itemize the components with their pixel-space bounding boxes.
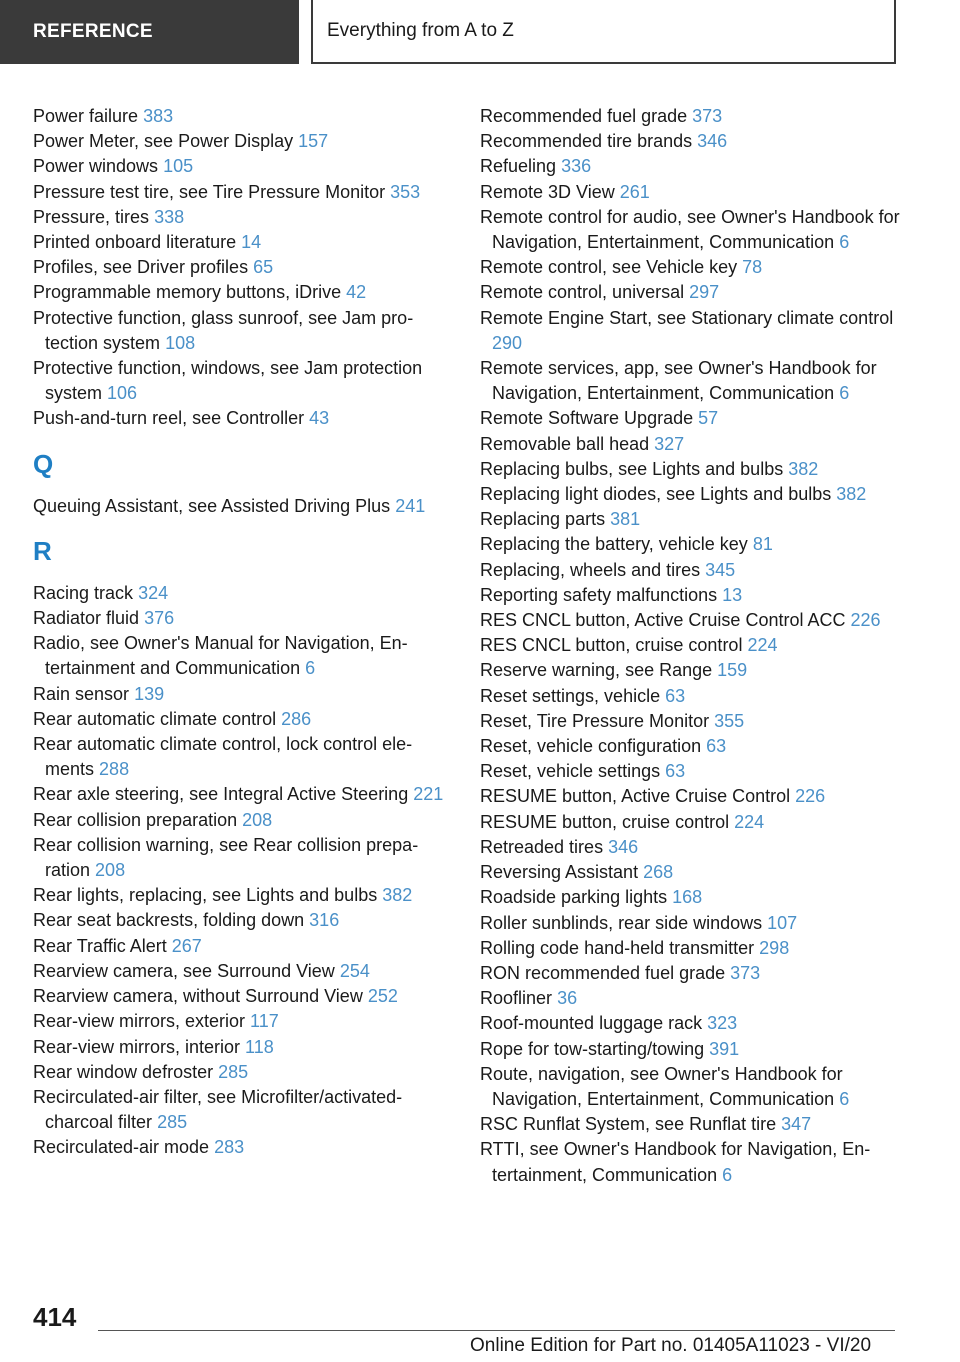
index-entry-text: Rearview camera, without Surround View bbox=[33, 986, 363, 1007]
index-entry-text: Racing track bbox=[33, 582, 134, 603]
index-entry bbox=[480, 104, 900, 129]
page-reference-link[interactable]: 288 bbox=[99, 759, 130, 780]
index-entry bbox=[480, 356, 900, 406]
page-reference-link[interactable]: 117 bbox=[250, 1011, 279, 1032]
page-reference-link[interactable]: 63 bbox=[665, 761, 686, 782]
page-reference-link[interactable]: 298 bbox=[759, 937, 790, 958]
index-entry bbox=[480, 658, 900, 683]
index-entry-text: Recirculated-air mode bbox=[33, 1137, 210, 1158]
index-entry bbox=[33, 581, 453, 606]
index-entry bbox=[480, 734, 900, 759]
index-entry bbox=[480, 306, 900, 356]
page-reference-link[interactable]: 267 bbox=[171, 935, 202, 956]
page-reference-link[interactable]: 139 bbox=[134, 683, 165, 704]
index-entry-text: Route, navigation, see Owner's Handbook for Navigation, Entertainment, Communication bbox=[480, 1063, 843, 1109]
index-entry-text: Pressure, tires bbox=[33, 206, 150, 227]
index-column-right bbox=[480, 104, 900, 1188]
chapter-title: Everything from A to Z bbox=[327, 20, 514, 41]
index-entry bbox=[33, 908, 453, 933]
index-entry bbox=[33, 1085, 453, 1135]
page-reference-link[interactable]: 353 bbox=[390, 181, 421, 202]
index-entry bbox=[33, 104, 453, 129]
index-entry-text: Remote 3D View bbox=[480, 181, 615, 202]
index-entry bbox=[33, 406, 453, 431]
page-reference-link[interactable]: 63 bbox=[665, 685, 686, 706]
index-entry bbox=[480, 280, 900, 305]
chapter-header bbox=[311, 0, 896, 64]
index-entry-text: Rope for tow-starting/towing bbox=[480, 1038, 705, 1059]
index-entry bbox=[480, 180, 900, 205]
index-entry bbox=[33, 129, 453, 154]
index-entry-text: Roadside parking lights bbox=[480, 887, 668, 908]
page-reference-link[interactable]: 383 bbox=[143, 106, 174, 126]
index-entry-text: Rear-view mirrors, exterior bbox=[33, 1011, 246, 1032]
index-entry-text: Rear-view mirrors, interior bbox=[33, 1036, 241, 1057]
index-entry bbox=[480, 936, 900, 961]
index-entry-text: Reset, vehicle configuration bbox=[480, 736, 702, 757]
index-entry-text: Roofliner bbox=[480, 988, 553, 1009]
index-entry bbox=[480, 810, 900, 835]
index-entry-text: RTTI, see Owner's Handbook for Navigation, Entertainment, Communication bbox=[480, 1139, 871, 1185]
index-entry-text: Rear automatic climate control bbox=[33, 708, 277, 729]
index-entry-text: Power failure bbox=[33, 106, 139, 126]
index-entry-text: Reset settings, vehicle bbox=[480, 685, 661, 706]
index-entry bbox=[33, 934, 453, 959]
index-entry-text: RON recommended fuel grade bbox=[480, 962, 726, 983]
page-reference-link[interactable]: 226 bbox=[850, 610, 881, 631]
index-entry-text: Programmable memory buttons, iDrive bbox=[33, 282, 342, 303]
index-entry bbox=[33, 732, 453, 782]
section-tab bbox=[0, 0, 299, 64]
index-entry-text: Roller sunblinds, rear side windows bbox=[480, 912, 763, 933]
index-entry-text: Protective function, windows, see Jam protection system bbox=[33, 358, 423, 404]
page-reference-link[interactable]: 57 bbox=[698, 408, 719, 429]
index-entry-text: Rear axle steering, see Integral Active Steering bbox=[33, 784, 409, 805]
page-reference-link[interactable]: 36 bbox=[557, 988, 578, 1009]
index-entry bbox=[33, 808, 453, 833]
page-reference-link[interactable]: 391 bbox=[709, 1038, 740, 1059]
index-entry bbox=[33, 180, 453, 205]
index-entry bbox=[480, 255, 900, 280]
page-reference-link[interactable]: 6 bbox=[839, 1088, 850, 1109]
index-entry bbox=[480, 961, 900, 986]
section-label: REFERENCE bbox=[33, 21, 153, 42]
index-letter-heading: R bbox=[33, 535, 52, 566]
index-entry-text: Reserve warning, see Range bbox=[480, 660, 713, 681]
page-reference-link[interactable]: 382 bbox=[382, 885, 413, 906]
index-entry bbox=[480, 507, 900, 532]
index-entry-text: Replacing the battery, vehicle key bbox=[480, 534, 748, 555]
index-entry-text: Rear collision preparation bbox=[33, 809, 238, 830]
footer-divider bbox=[98, 1330, 895, 1331]
page-reference-link[interactable]: 286 bbox=[281, 708, 312, 729]
index-entry-text: Printed onboard literature bbox=[33, 232, 237, 253]
index-entry bbox=[480, 1011, 900, 1036]
index-entry bbox=[33, 782, 453, 807]
page-reference-link[interactable]: 157 bbox=[298, 131, 329, 152]
page-reference-link[interactable]: 347 bbox=[781, 1114, 812, 1135]
index-entry bbox=[33, 280, 453, 305]
index-entry bbox=[480, 633, 900, 658]
index-entry bbox=[480, 885, 900, 910]
index-entry-text: Reset, Tire Pressure Monitor bbox=[480, 710, 710, 731]
index-entry-text: Radio, see Owner's Manual for Navigation, Entertainment and Communication bbox=[33, 633, 408, 679]
page-reference-link[interactable]: 224 bbox=[734, 811, 765, 832]
index-entry bbox=[480, 1137, 900, 1187]
index-entry-text: Recommended tire brands bbox=[480, 131, 693, 152]
index-entry bbox=[480, 684, 900, 709]
page-reference-link[interactable]: 376 bbox=[144, 608, 175, 629]
page-reference-link[interactable]: 336 bbox=[561, 156, 592, 177]
index-column-left bbox=[33, 104, 453, 1161]
page-reference-link[interactable]: 108 bbox=[165, 332, 196, 353]
page-reference-link[interactable]: 327 bbox=[654, 433, 685, 454]
index-entry bbox=[480, 205, 900, 255]
page-reference-link[interactable]: 346 bbox=[697, 131, 728, 152]
index-entry bbox=[33, 255, 453, 280]
index-entry bbox=[480, 709, 900, 734]
page-reference-link[interactable]: 324 bbox=[138, 582, 169, 603]
index-entry-text: RSC Runflat System, see Runflat tire bbox=[480, 1114, 777, 1135]
edition-note: Online Edition for Part no. 01405A11023 - VI/20 bbox=[470, 1335, 872, 1356]
page-number: 414 bbox=[33, 1302, 77, 1332]
index-entry-text: Remote Engine Start, see Stationary climate control bbox=[480, 307, 894, 328]
index-entry-text: Recirculated-air filter, see Microfilter/activated-charcoal filter bbox=[33, 1086, 403, 1133]
page-reference-link[interactable]: 241 bbox=[395, 495, 426, 516]
index-entry-text: Roof-mounted luggage rack bbox=[480, 1013, 703, 1034]
index-entry bbox=[33, 707, 453, 732]
page-reference-link[interactable]: 285 bbox=[157, 1112, 188, 1133]
index-entry bbox=[480, 911, 900, 936]
index-entry-text: Rear lights, replacing, see Lights and bulbs bbox=[33, 885, 378, 906]
page-reference-link[interactable]: 261 bbox=[619, 181, 650, 202]
page-reference-link[interactable]: 373 bbox=[692, 106, 723, 126]
index-entry bbox=[480, 457, 900, 482]
page-reference-link[interactable]: 226 bbox=[795, 786, 826, 807]
index-entry bbox=[33, 606, 453, 631]
page-reference-link[interactable]: 42 bbox=[346, 282, 367, 303]
index-entry-text: Rear collision warning, see Rear collision preparation bbox=[33, 834, 419, 881]
page-reference-link[interactable]: 118 bbox=[245, 1036, 274, 1057]
page-reference-link[interactable]: 345 bbox=[705, 559, 736, 580]
page-reference-link[interactable]: 316 bbox=[309, 910, 340, 931]
page-reference-link[interactable]: 65 bbox=[253, 257, 274, 278]
index-entry bbox=[480, 406, 900, 431]
index-entry-text: Power Meter, see Power Display bbox=[33, 131, 294, 152]
index-entry-text: Rain sensor bbox=[33, 683, 130, 704]
index-entry bbox=[480, 1112, 900, 1137]
index-entry-text: Power windows bbox=[33, 156, 159, 177]
index-entry bbox=[33, 154, 453, 179]
index-entry-text: Rear window defroster bbox=[33, 1061, 214, 1082]
index-entry-text: Radiator fluid bbox=[33, 608, 140, 629]
index-entry-text: Replacing bulbs, see Lights and bulbs bbox=[480, 458, 784, 479]
index-entry bbox=[33, 494, 453, 519]
index-entry bbox=[33, 682, 453, 707]
page-reference-link[interactable]: 221 bbox=[413, 784, 444, 805]
index-entry-text: RESUME button, Active Cruise Control bbox=[480, 786, 791, 807]
page-reference-link[interactable]: 252 bbox=[367, 986, 398, 1007]
index-entry-text: Profiles, see Driver profiles bbox=[33, 257, 249, 278]
page-reference-link[interactable]: 13 bbox=[722, 584, 743, 605]
index-entry-text: Rear Traffic Alert bbox=[33, 935, 167, 956]
index-entry-text: Recommended fuel grade bbox=[480, 106, 688, 126]
index-entry bbox=[33, 833, 453, 883]
index-entry bbox=[33, 1060, 453, 1085]
page-reference-link[interactable]: 297 bbox=[689, 282, 720, 303]
page-reference-link[interactable]: 106 bbox=[107, 383, 138, 404]
index-entry bbox=[480, 432, 900, 457]
page-reference-link[interactable]: 6 bbox=[722, 1164, 733, 1185]
index-entry bbox=[480, 558, 900, 583]
index-entry bbox=[33, 631, 453, 681]
index-entry-text: Remote control, see Vehicle key bbox=[480, 257, 738, 278]
index-entry bbox=[33, 356, 453, 406]
index-entry-text: Reporting safety malfunctions bbox=[480, 584, 718, 605]
index-entry-text: Queuing Assistant, see Assisted Driving Plus bbox=[33, 495, 391, 516]
index-entry bbox=[33, 959, 453, 984]
page-reference-link[interactable]: 382 bbox=[788, 458, 819, 479]
index-entry bbox=[480, 835, 900, 860]
index-entry bbox=[480, 608, 900, 633]
index-entry-text: Protective function, glass sunroof, see Jam protection system bbox=[33, 307, 414, 353]
index-entry-text: Retreaded tires bbox=[480, 836, 604, 857]
index-entry-text: Refueling bbox=[480, 156, 557, 177]
page-reference-link[interactable]: 355 bbox=[714, 710, 745, 731]
index-entry-text: Replacing light diodes, see Lights and bulbs bbox=[480, 484, 832, 505]
index-entry bbox=[480, 759, 900, 784]
index-entry-text: Reset, vehicle settings bbox=[480, 761, 661, 782]
page-reference-link[interactable]: 254 bbox=[339, 960, 370, 981]
index-entry bbox=[480, 532, 900, 557]
index-entry bbox=[33, 1135, 453, 1160]
page-reference-link[interactable]: 81 bbox=[752, 534, 773, 555]
page-reference-link[interactable]: 323 bbox=[707, 1013, 738, 1034]
page-reference-link[interactable]: 159 bbox=[717, 660, 748, 681]
index-entry-text: RES CNCL button, cruise control bbox=[480, 635, 743, 656]
index-entry bbox=[480, 154, 900, 179]
index-entry-text: Remote Software Upgrade bbox=[480, 408, 694, 429]
index-entry-text: Removable ball head bbox=[480, 433, 650, 454]
index-entry bbox=[480, 583, 900, 608]
page-reference-link[interactable]: 224 bbox=[747, 635, 778, 656]
index-entry-text: RES CNCL button, Active Cruise Control ACC bbox=[480, 610, 846, 631]
page-reference-link[interactable]: 78 bbox=[742, 257, 763, 278]
page-reference-link[interactable]: 208 bbox=[242, 809, 273, 830]
index-entry bbox=[33, 1009, 453, 1034]
index-entry-text: RESUME button, cruise control bbox=[480, 811, 730, 832]
index-entry bbox=[33, 306, 453, 356]
page-reference-link[interactable]: 107 bbox=[767, 912, 798, 933]
page-reference-link[interactable]: 290 bbox=[492, 332, 523, 353]
index-entry-text: Rear automatic climate control, lock control elements bbox=[33, 734, 413, 780]
page-reference-link[interactable]: 381 bbox=[610, 509, 641, 530]
page-reference-link[interactable]: 382 bbox=[836, 484, 867, 505]
index-entry bbox=[33, 883, 453, 908]
index-entry bbox=[480, 482, 900, 507]
index-entry bbox=[480, 860, 900, 885]
page-reference-link[interactable]: 285 bbox=[218, 1061, 249, 1082]
index-entry-text: Rearview camera, see Surround View bbox=[33, 960, 335, 981]
index-entry bbox=[33, 230, 453, 255]
index-entry-text: Push-and-turn reel, see Controller bbox=[33, 408, 305, 429]
index-entry bbox=[480, 1037, 900, 1062]
page-reference-link[interactable]: 373 bbox=[730, 962, 761, 983]
index-entry-text: Replacing, wheels and tires bbox=[480, 559, 701, 580]
index-entry-text: Pressure test tire, see Tire Pressure Monitor bbox=[33, 181, 386, 202]
index-entry bbox=[480, 129, 900, 154]
page-reference-link[interactable]: 14 bbox=[241, 232, 262, 253]
page-reference-link[interactable]: 346 bbox=[608, 836, 639, 857]
index-entry-text: Rolling code hand-held transmitter bbox=[480, 937, 755, 958]
index-entry-text: Replacing parts bbox=[480, 509, 606, 530]
index-letter-heading: Q bbox=[33, 448, 54, 479]
page-reference-link[interactable]: 6 bbox=[305, 658, 316, 679]
index-entry bbox=[33, 984, 453, 1009]
index-entry-text: Rear seat backrests, folding down bbox=[33, 910, 305, 931]
page-reference-link[interactable]: 6 bbox=[839, 383, 850, 404]
index-entry bbox=[480, 986, 900, 1011]
index-entry bbox=[33, 1035, 453, 1060]
page-reference-link[interactable]: 268 bbox=[643, 862, 674, 883]
page-reference-link[interactable]: 338 bbox=[154, 206, 185, 227]
page-reference-link[interactable]: 283 bbox=[214, 1137, 245, 1158]
index-entry-text: Remote control, universal bbox=[480, 282, 685, 303]
page-reference-link[interactable]: 63 bbox=[706, 736, 727, 757]
page-reference-link[interactable]: 6 bbox=[839, 232, 850, 253]
page-reference-link[interactable]: 105 bbox=[163, 156, 194, 177]
page-reference-link[interactable]: 168 bbox=[672, 887, 703, 908]
index-entry-text: Reversing Assistant bbox=[480, 862, 639, 883]
page-reference-link[interactable]: 43 bbox=[309, 408, 330, 429]
index-entry bbox=[480, 1062, 900, 1112]
index-entry-text: Remote services, app, see Owner's Handbook for Navigation, Entertainment, Communication bbox=[480, 358, 877, 404]
index-entry-text: Remote control for audio, see Owner's Handbook for Navigation, Entertainment, Communication bbox=[480, 206, 900, 253]
index-entry bbox=[480, 784, 900, 809]
page-reference-link[interactable]: 208 bbox=[95, 860, 126, 881]
index-entry bbox=[33, 205, 453, 230]
